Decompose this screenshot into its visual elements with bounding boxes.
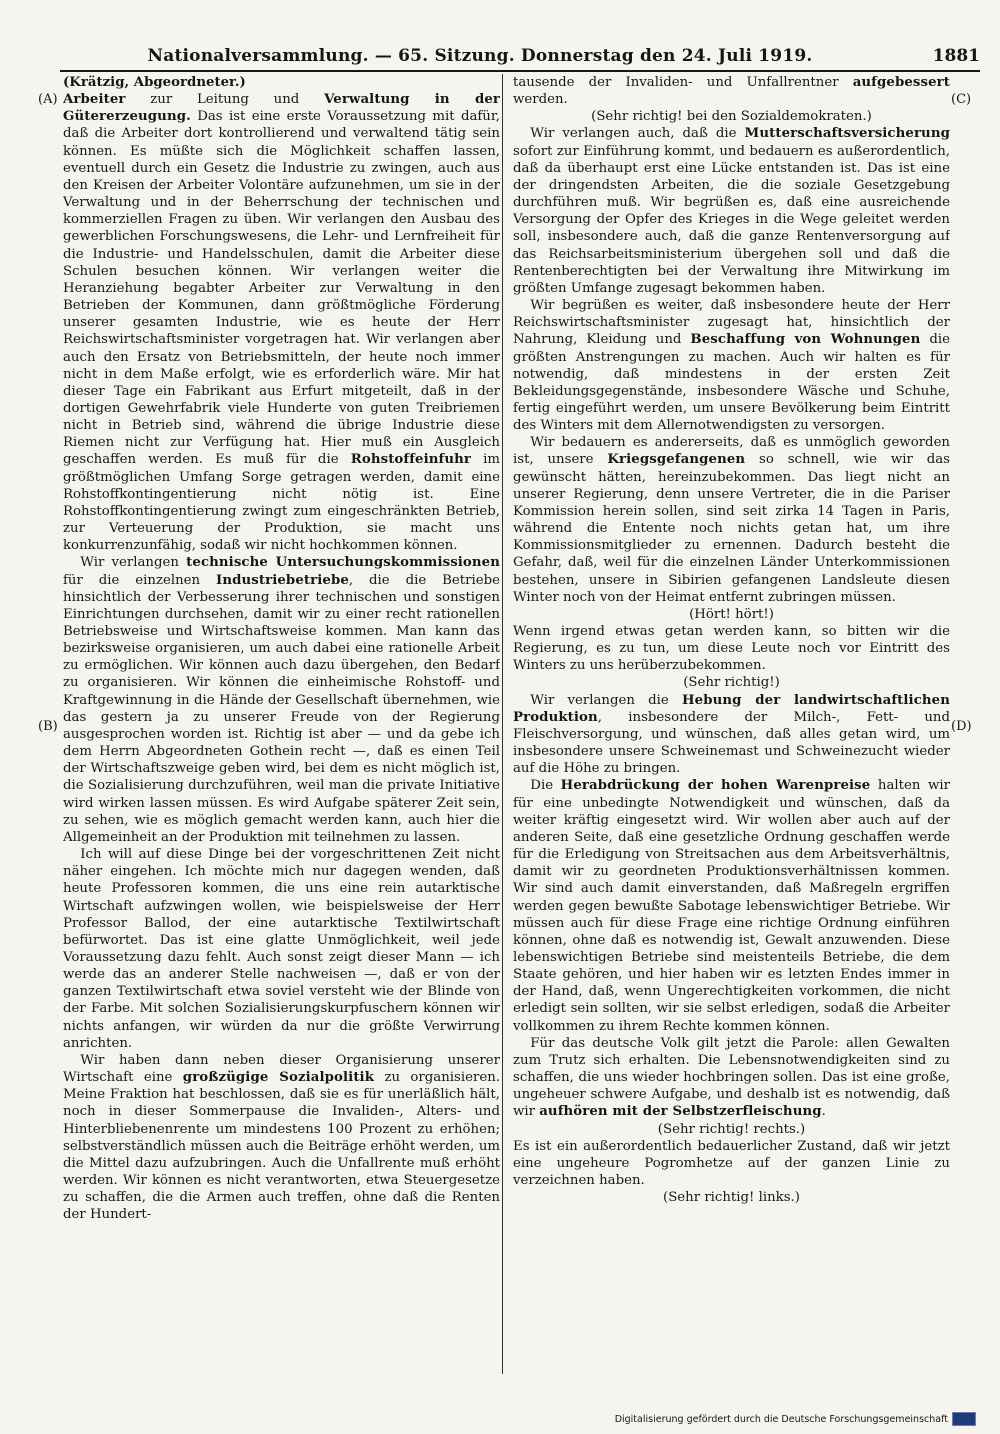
- bold-phrase: großzügige Sozialpolitik: [182, 1070, 375, 1086]
- paragraph: Ich will auf diese Dinge bei der vorgeschrittenen Zeit nicht näher eingehen. Ich möchte mich nur dagegen wenden, daß heute Professoren kommen, die uns eine rein autarktische Wirtschaft aufzwingen wollen, wie beispielsweise der Herr Professor Ballod, der eine autarktische Textilwirtschaft befürwortet. Das ist eine glatte Unmöglichkeit, weil jede Voraussetzung dazu fehlt. Auch sonst zeigt dieser Mann — ich werde das an anderer Stelle nachweisen —, daß er von der ganzen Textilwirtschaft etwa soviel versteht wie der Blinde von der Farbe. Mit solchen Sozialisierungskurpfuschern können wir nichts anfangen, wir würden da nur die größte Verwirrung anrichten.: [63, 847, 500, 1051]
- paragraph: Es ist ein außerordentlich bedauerlicher Zustand, daß wir jetzt eine ungeheure Pogromhetze auf der ganzen Linie zu verzeichnen haben.: [513, 1138, 950, 1188]
- text-run: , insbesondere der Milch-, Fett- und Fleischversorgung, und wünschen, daß alles getan wird, um insbesondere unsere Schweinemast und Schweinezucht wieder auf die Höhe zu bringen.: [513, 709, 950, 777]
- bold-phrase: Arbeiter: [63, 92, 126, 108]
- paragraph: Wenn irgend etwas getan werden kann, so bitten wir die Regierung, es zu tun, um diese Leute noch vor Eintritt des Winters zu uns herüberzubekommen.: [513, 624, 950, 674]
- left-column: [63, 74, 500, 1374]
- text-run: sofort zur Einführung kommt, und bedauern es außerordentlich, daß da überhaupt erst eine Lücke entstanden ist. Das ist eine der dringendsten Arbeiten, die die soziale Gesetzgebung durchführen muß. Wir begrüßen es, daß eine ausreichende Versorgung der Opfer des Krieges in die Wege geleitet werden soll, insbesondere auch, daß die ganze Rentenversorgung auf das Reichsarbeitsministerium übergehen soll und daß die Rentenberechtigten bei der Verwaltung ihre Mitwirkung im größten Umfange zugesagt bekommen haben.: [513, 143, 950, 296]
- paragraph: [513, 692, 950, 778]
- credit-text: Digitalisierung gefördert durch die Deutsche Forschungsgemeinschaft: [614, 1413, 948, 1425]
- bold-phrase: Industriebetriebe: [216, 572, 349, 588]
- bold-phrase: aufgebessert: [852, 75, 950, 90]
- interjection: (Sehr richtig!): [683, 675, 780, 691]
- margin-marker-b: (B): [38, 719, 58, 734]
- paragraph: [63, 91, 500, 554]
- paragraph: [63, 1052, 500, 1224]
- bold-phrase: Kriegsgefangenen: [607, 452, 746, 468]
- paragraph: [513, 1035, 950, 1121]
- margin-marker-c: (C): [951, 92, 972, 107]
- text-run: Wir bedauern es andererseits, daß es unmöglich geworden ist, unsere: [513, 435, 950, 468]
- text-run: tausende der Invaliden- und Unfallrentner: [513, 75, 853, 90]
- text-run: zu organisieren. Meine Fraktion hat beschlossen, daß sie es für unerläßlich hält, noch in dieser Sommerpause die Invaliden-, Alters- und Hinterbliebenenrente um mindestens 100 Prozent zu erhöhen; selbstverständlich müssen auch die Beiträge erhöht werden, um die Mittel dazu aufzubringen. Auch die Unfallrente muß erhöht werden. Wir können es nicht verantworten, etwa Steuergesetze zu schaffen, die die Armen auch treffen, ohne daß die Renten der Hundert-: [63, 1070, 500, 1223]
- speaker-label: (Krätzig, Abgeordneter.): [63, 75, 246, 90]
- bold-phrase: Rohstoffeinfuhr: [350, 452, 471, 468]
- bold-phrase: Hebung der landwirtschaftlichen Produktion: [513, 692, 950, 725]
- bold-phrase: Beschaffung von Wohnungen: [690, 332, 921, 348]
- text-run: zur Leitung und: [125, 92, 325, 108]
- paragraph: [63, 554, 500, 846]
- margin-marker-d: (D): [951, 719, 972, 734]
- text-run: im größtmöglichen Umfang Sorge getragen werden, damit eine Rohstoffkontingentierung nicht nötig ist. Eine Rohstoffkontingentierung zwingt zum eingeschränkten Betrieb, zur Verteuerung der Produktion, sie macht uns konkurrenzunfähig, sodaß wir nicht hochkommen können.: [63, 452, 500, 554]
- header-title: Nationalversammlung. — 65. Sitzung. Donnerstag den 24. Juli 1919.: [147, 46, 813, 66]
- text-run: Wir begrüßen es weiter, daß insbesondere heute der Herr Reichswirtschaftsminister zugesagt hat, hinsichtlich der Nahrung, Kleidung und: [513, 298, 950, 348]
- paragraph: [513, 297, 950, 434]
- paragraph: [513, 125, 950, 297]
- margin-marker-a: (A): [38, 92, 58, 107]
- text-run: , die die Betriebe hinsichtlich der Verbesserung ihrer technischen und sonstigen Einrichtungen durchsehen, damit wir zu einer recht rationellen Betriebsweise und Wirtschaftsweise kommen. Man kann das bezirksweise organisieren, um auch dabei eine rationelle Arbeit zu ermöglichen. Wir können auch dazu übergehen, den Bedarf zu organisieren. Wir können die einheimische Rohstoff- und Kraftgewinnung in die Hände der Gesellschaft übernehmen, wie das gestern ja zu unserer Freude von der Regierung ausgesprochen worden ist. Richtig ist aber — und da gebe ich dem Herrn Abgeordneten Gothein recht —, daß es einen Teil der Wirtschaftszweige geben wird, bei dem es nicht möglich ist, die Sozialisierung durchzuführen, weil man die private Initiative wird wirken lassen müssen. Es wird Aufgabe späterer Zeit sein, zu sehen, wie es möglich gemacht werden kann, auch hier die Allgemeinheit an der Produktion mit teilnehmen zu lassen.: [63, 572, 500, 845]
- paragraph: [513, 777, 950, 1034]
- interjection: (Sehr richtig! rechts.): [657, 1121, 806, 1137]
- dfg-logo-icon: [952, 1412, 976, 1426]
- text-run: Wir verlangen auch, daß die: [530, 126, 745, 142]
- interjection: (Sehr richtig! links.): [663, 1190, 800, 1206]
- digitization-credit: [615, 1412, 976, 1426]
- page-header: [60, 46, 980, 72]
- text-run: Wir verlangen die: [530, 692, 682, 708]
- interjection: (Sehr richtig! bei den Sozialdemokraten.): [591, 109, 872, 125]
- text-run: Für das deutsche Volk gilt jetzt die Parole: allen Gewalten zum Trutz sich erhalten. Die Lebensnotwendigkeiten sind zu schaffen, die uns wieder hochbringen sollen. Das ist eine große, ungeheuer schwere Aufgabe, und deshalb ist es notwendig, daß wir: [513, 1035, 950, 1120]
- right-column: [513, 74, 950, 1374]
- text-run: Die: [530, 778, 561, 794]
- text-run: so schnell, wie wir das gewünscht hätten, hereinzubekommen. Das liegt nicht an unserer Regierung, denn unsere Vertreter, die in die Pariser Kommission herein sollen, sind seit zirka 14 Tagen in Paris, während die Entente noch nichts getan hat, um ihre Kommissionsmitglieder zu ernennen. Dadurch besteht die Gefahr, daß, weil für die einzelnen Länder Unterkommissionen bestehen, unsere in Sibirien gefangenen Landsleute diesen Winter noch von der Heimat entfernt zubringen müssen.: [513, 452, 950, 605]
- text-run: .: [821, 1104, 826, 1120]
- paragraph: [513, 74, 950, 108]
- text-run: Das ist eine erste Voraussetzung mit dafür, daß die Arbeiter dort kontrollierend und verwaltend tätig sein können. Es müßte sich die Möglichkeit schaffen lassen, eventuell durch ein Gesetz die Industrie zu zwingen, auch aus den Kreisen der Arbeiter Volontäre aufzunehmen, um sie in der Verwaltung und in der Beherrschung der technischen und kommerziellen Fragen zu üben. Wir verlangen den Ausbau des gewerblichen Forschungswesens, die Lehr- und Lernfreiheit für die Industrie- und Handelsschulen, damit die Arbeiter diese Schulen besuchen können. Wir verlangen weiter die Heranziehung begabter Arbeiter zur Verwaltung in den Betrieben der Kommunen, dann größtmögliche Förderung unserer gesamten Industrie, wie es heute der Herr Reichswirtschaftsminister vorgetragen hat. Wir verlangen aber auch den Ersatz von Betriebsmitteln, der heute noch immer nicht in dem Maße erfolgt, wie es erforderlich wäre. Mir hat dieser Tage ein Fabrikant aus Erfurt mitgeteilt, daß in der dortigen Gewehrfabrik viele Hunderte von guten Treibriemen nicht in Betrieb sind, während die übrige Industrie diese Riemen nicht zur Verfügung hat. Hier muß ein Ausgleich geschaffen werden. Es muß für die: [63, 109, 500, 468]
- text-run: werden.: [513, 92, 568, 108]
- page-number: 1881: [932, 46, 980, 66]
- text-run: halten wir für eine unbedingte Notwendigkeit und wünschen, daß da weiter kräftig eingesetzt wird. Wir wollen aber auch auf der anderen Seite, daß eine gesetzliche Ordnung geschaffen werde für die Erledigung von Streitsachen aus dem Arbeitsverhältnis, damit wir zu geordneten Produktionsverhältnissen kommen. Wir sind auch damit einverstanden, daß Maßregeln ergriffen werden gegen bewußte Sabotage lebenswichtiger Betriebe. Wir müssen auch für diese Frage eine richtige Ordnung einführen können, ohne daß es notwendig ist, Gewalt anzuwenden. Diese lebenswichtigen Betriebe sind meistenteils Betriebe, die dem Staate gehören, und hier haben wir es letzten Endes immer in der Hand, daß, wenn Ungerechtigkeiten vorkommen, die nicht erledigt sein sollten, wir sie selbst erledigen, sodaß die Arbeiter vollkommen zu ihrem Rechte kommen können.: [513, 778, 950, 1034]
- bold-phrase: Mutterschaftsversicherung: [744, 126, 950, 142]
- text-run: Wir verlangen: [80, 555, 187, 571]
- column-divider: [502, 74, 503, 1374]
- text-run: Wir haben dann neben dieser Organisierung unserer Wirtschaft eine: [63, 1052, 500, 1086]
- bold-phrase: Herabdrückung der hohen Warenpreise: [560, 778, 871, 794]
- text-run: die größten Anstrengungen zu machen. Auch wir halten es für notwendig, daß mindestens in der ersten Zeit Bekleidungsgegenstände, insbesondere Wäsche und Schuhe, fertig eingeführt werden, um unsere Bevölkerung beim Eintritt des Winters mit dem Allernotwendigsten zu versorgen.: [513, 332, 950, 434]
- bold-phrase: aufhören mit der Selbstzerfleischung: [539, 1104, 822, 1120]
- paragraph: [513, 434, 950, 606]
- interjection: (Hört! hört!): [689, 606, 774, 622]
- bold-phrase: technische Untersuchungskommissionen: [186, 555, 500, 571]
- bold-phrase: Verwaltung in der Gütererzeugung.: [63, 92, 500, 125]
- text-run: für die einzelnen: [63, 572, 217, 588]
